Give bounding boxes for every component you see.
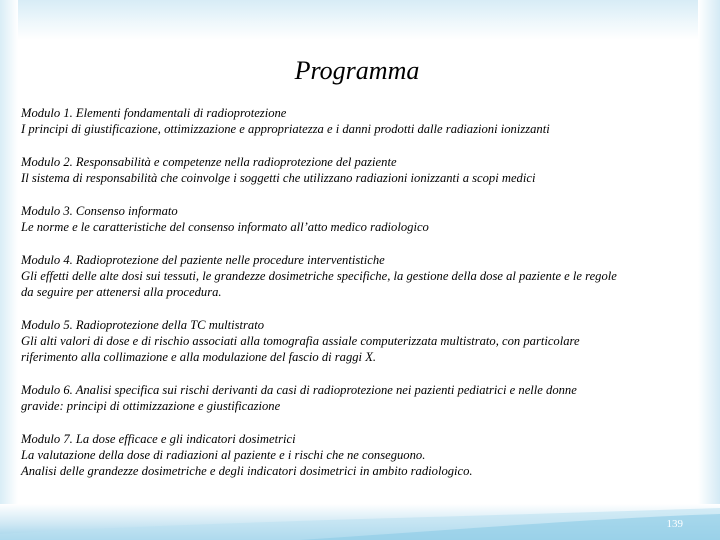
module-description-cont: riferimento alla collimazione e alla modulazione del fascio di raggi X.: [21, 350, 377, 364]
module-5: [21, 317, 701, 365]
module-1: [21, 105, 701, 137]
module-description-cont: Analisi delle grandezze dosimetriche e degli indicatori dosimetrici in ambito radiologico.: [21, 464, 473, 478]
slide-title: Programma: [294, 56, 420, 85]
module-heading: Modulo 6. Analisi specifica sui rischi derivanti da casi di radioprotezione nei pazienti pediatrici e nelle donne: [21, 383, 577, 397]
module-heading: Modulo 1. Elementi fondamentali di radioprotezione: [21, 106, 287, 120]
module-6: [21, 382, 701, 414]
module-description: I principi di giustificazione, ottimizzazione e appropriatezza e i danni prodotti dalle radiazioni ionizzanti: [21, 122, 550, 136]
module-7: [21, 431, 701, 479]
module-description: La valutazione della dose di radiazioni al paziente e i rischi che ne conseguono.: [21, 448, 426, 462]
page-number: 139: [666, 518, 683, 530]
module-description: Gli alti valori di dose e di rischio associati alla tomografia assiale computerizzata multistrato, con particolare: [21, 334, 580, 348]
bottom-wave-decoration: [0, 504, 720, 540]
module-heading: Modulo 4. Radioprotezione del paziente nelle procedure interventistiche: [21, 253, 385, 267]
frame-top-gradient: [0, 0, 720, 40]
module-description: Gli effetti delle alte dosi sui tessuti, le grandezze dosimetriche specifiche, la gestione della dose al paziente e le regole: [21, 269, 617, 283]
module-heading: Modulo 5. Radioprotezione della TC multistrato: [21, 318, 265, 332]
module-list: [21, 105, 701, 496]
module-3: [21, 203, 701, 235]
module-heading-cont: gravide: principi di ottimizzazione e giustificazione: [21, 399, 281, 413]
module-description: Il sistema di responsabilità che coinvolge i soggetti che utilizzano radiazioni ionizzanti a scopi medici: [21, 171, 536, 185]
module-2: [21, 154, 701, 186]
module-description: Le norme e le caratteristiche del consenso informato all’atto medico radiologico: [21, 220, 429, 234]
module-heading: Modulo 3. Consenso informato: [21, 204, 178, 218]
module-description-cont: da seguire per attenersi alla procedura.: [21, 285, 222, 299]
module-heading: Modulo 2. Responsabilità e competenze nella radioprotezione del paziente: [21, 155, 397, 169]
module-heading: Modulo 7. La dose efficace e gli indicatori dosimetrici: [21, 432, 296, 446]
module-4: [21, 252, 701, 300]
